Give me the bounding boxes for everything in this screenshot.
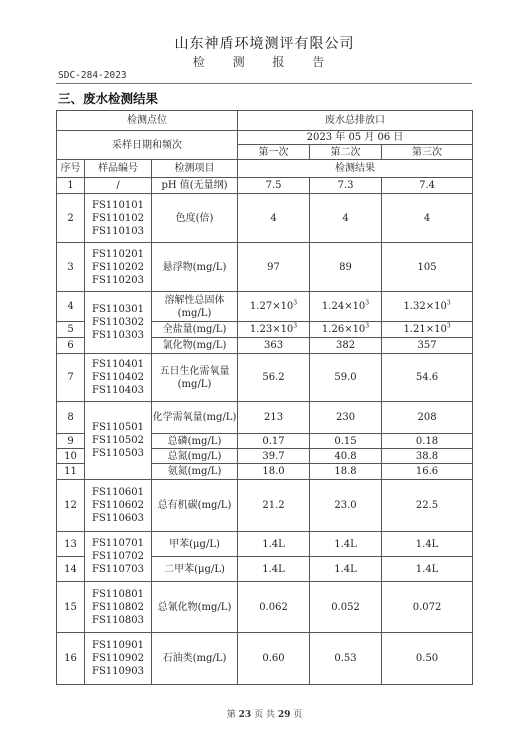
value-cell: 40.8 <box>310 449 382 464</box>
page-mid: 页 共 <box>254 710 275 720</box>
table-row <box>57 582 473 633</box>
value-cell: 0.062 <box>238 582 310 633</box>
sample-id: FS110302 <box>92 317 144 328</box>
value-cell: 4 <box>382 194 473 243</box>
sample-cell <box>85 354 152 402</box>
seq-cell: 5 <box>57 322 85 338</box>
value-exponent: 3 <box>293 299 298 307</box>
sample-cell: / <box>85 178 152 194</box>
sample-id: FS110702 <box>92 551 144 562</box>
header-cell: 第二次 <box>310 145 382 160</box>
value-cell: 0.17 <box>238 434 310 449</box>
value-mantissa: 1.26×10 <box>321 324 366 335</box>
value-cell: 23.0 <box>310 480 382 532</box>
sample-cell <box>85 194 152 243</box>
sample-id: FS110102 <box>92 212 144 224</box>
header-cell: 检测项目 <box>152 160 238 178</box>
value-cell: 16.6 <box>382 464 473 480</box>
table-row <box>57 160 473 178</box>
item-cell: 甲苯(μg/L) <box>152 532 238 557</box>
sample-id: FS110301 <box>92 304 144 315</box>
value-exponent: 3 <box>446 299 451 307</box>
value-cell: 0.15 <box>310 434 382 449</box>
header-cell: 第三次 <box>382 145 473 160</box>
value-cell <box>382 322 473 338</box>
table-row <box>57 178 473 194</box>
sample-id: FS110803 <box>92 614 144 626</box>
value-cell: 1.4L <box>310 532 382 557</box>
header-cell: 废水总排放口 <box>238 111 473 131</box>
table-row <box>57 292 473 322</box>
value-mantissa: 1.24×10 <box>321 301 366 312</box>
sample-id: FS110601 <box>92 487 144 498</box>
value-cell: 7.4 <box>382 178 473 194</box>
sample-id: FS110103 <box>92 225 144 237</box>
seq-cell: 2 <box>57 194 85 243</box>
value-cell: 7.5 <box>238 178 310 194</box>
value-cell: 18.8 <box>310 464 382 480</box>
sample-id: FS110503 <box>92 448 144 459</box>
seq-cell: 7 <box>57 354 85 402</box>
value-cell: 0.072 <box>382 582 473 633</box>
sample-id: FS110801 <box>92 588 144 600</box>
value-exponent: 3 <box>365 322 370 330</box>
value-cell: 22.5 <box>382 480 473 532</box>
table-row <box>57 354 473 402</box>
value-cell: 18.0 <box>238 464 310 480</box>
value-exponent: 3 <box>293 322 298 330</box>
header-cell: 序号 <box>57 160 85 178</box>
sample-id: FS110303 <box>92 330 144 341</box>
seq-cell: 8 <box>57 402 85 434</box>
sample-id: FS110603 <box>92 513 144 524</box>
value-exponent: 3 <box>446 322 451 330</box>
seq-cell: 12 <box>57 480 85 532</box>
document-number: SDC-284-2023 <box>58 70 127 81</box>
item-cell: 化学需氧量(mg/L) <box>152 402 238 434</box>
company-name: 山东神盾环境测评有限公司 <box>174 36 355 52</box>
header-cell: 采样日期和频次 <box>57 131 238 160</box>
value-cell: 208 <box>382 402 473 434</box>
item-cell: 氯化物(mg/L) <box>152 338 238 354</box>
value-cell: 21.2 <box>238 480 310 532</box>
sample-id: FS110802 <box>92 601 144 613</box>
header-cell: 样品编号 <box>85 160 152 178</box>
value-cell: 97 <box>238 243 310 292</box>
value-cell: 1.4L <box>238 557 310 582</box>
value-cell: 0.60 <box>238 633 310 685</box>
sample-id: FS110202 <box>92 261 144 273</box>
header-divider <box>56 83 472 84</box>
value-cell <box>310 322 382 338</box>
sample-id: FS110901 <box>92 640 144 651</box>
seq-cell: 1 <box>57 178 85 194</box>
value-cell <box>382 292 473 322</box>
value-cell: 0.18 <box>382 434 473 449</box>
item-cell: 悬浮物(mg/L) <box>152 243 238 292</box>
table-row <box>57 111 473 131</box>
sample-id: FS110501 <box>92 422 144 433</box>
value-mantissa: 1.21×10 <box>403 324 447 335</box>
seq-cell: 11 <box>57 464 85 480</box>
item-cell: 石油类(mg/L) <box>152 633 238 685</box>
value-cell: 39.7 <box>238 449 310 464</box>
value-cell: 213 <box>238 402 310 434</box>
value-cell: 0.53 <box>310 633 382 685</box>
page-number: 23 <box>238 710 252 720</box>
header-cell: 第一次 <box>238 145 310 160</box>
sample-cell <box>85 402 152 480</box>
value-cell <box>238 292 310 322</box>
item-cell: 总有机碳(mg/L) <box>152 480 238 532</box>
seq-cell: 4 <box>57 292 85 322</box>
sample-cell <box>85 582 152 633</box>
sample-cell <box>85 532 152 582</box>
table-row <box>57 194 473 243</box>
page-suffix: 页 <box>293 710 303 720</box>
value-cell: 363 <box>238 338 310 354</box>
value-cell: 38.8 <box>382 449 473 464</box>
sample-id: FS110403 <box>92 385 144 396</box>
wastewater-results-table <box>56 110 473 685</box>
header-cell: 2023 年 05 月 06 日 <box>238 131 473 145</box>
seq-cell: 14 <box>57 557 85 582</box>
value-mantissa: 1.32×10 <box>403 301 447 312</box>
value-cell: 230 <box>310 402 382 434</box>
sample-id: FS110701 <box>92 538 144 549</box>
item-cell: 五日生化需氧量(mg/L) <box>152 354 238 402</box>
seq-cell: 10 <box>57 449 85 464</box>
seq-cell: 9 <box>57 434 85 449</box>
page-prefix: 第 <box>226 710 236 720</box>
table-row <box>57 402 473 434</box>
item-cell: 总氰化物(mg/L) <box>152 582 238 633</box>
table-row <box>57 532 473 557</box>
value-mantissa: 1.27×10 <box>249 301 294 312</box>
seq-cell: 6 <box>57 338 85 354</box>
header-cell: 检测结果 <box>238 160 473 178</box>
page-total: 29 <box>277 710 291 720</box>
value-cell: 4 <box>238 194 310 243</box>
sample-cell <box>85 292 152 354</box>
value-cell: 1.4L <box>382 532 473 557</box>
value-cell: 89 <box>310 243 382 292</box>
item-cell: 色度(倍) <box>152 194 238 243</box>
sample-id: FS110101 <box>92 199 144 211</box>
header-cell: 检测点位 <box>57 111 238 131</box>
sample-id: FS110703 <box>92 564 144 575</box>
item-cell: 全盐量(mg/L) <box>152 322 238 338</box>
sample-id: FS110402 <box>92 372 144 383</box>
item-cell: 总磷(mg/L) <box>152 434 238 449</box>
value-cell: 59.0 <box>310 354 382 402</box>
sample-id: FS110201 <box>92 248 144 260</box>
table-row <box>57 480 473 532</box>
value-cell: 105 <box>382 243 473 292</box>
sample-id: FS110401 <box>92 359 144 370</box>
value-cell: 357 <box>382 338 473 354</box>
value-cell: 54.6 <box>382 354 473 402</box>
sample-id: FS110502 <box>92 435 144 446</box>
sample-cell <box>85 243 152 292</box>
seq-cell: 3 <box>57 243 85 292</box>
sample-id: FS110203 <box>92 274 144 286</box>
seq-cell: 15 <box>57 582 85 633</box>
sample-id: FS110602 <box>92 500 144 511</box>
seq-cell: 13 <box>57 532 85 557</box>
table-row <box>57 243 473 292</box>
seq-cell: 16 <box>57 633 85 685</box>
value-cell <box>310 292 382 322</box>
value-mantissa: 1.23×10 <box>249 324 294 335</box>
page-footer <box>0 707 529 720</box>
sample-id: FS110902 <box>92 653 144 664</box>
value-cell: 1.4L <box>310 557 382 582</box>
value-cell: 382 <box>310 338 382 354</box>
item-cell: 氨氮(mg/L) <box>152 464 238 480</box>
sample-id: FS110903 <box>92 666 144 677</box>
table-row <box>57 633 473 685</box>
value-cell: 7.3 <box>310 178 382 194</box>
item-cell: 总氮(mg/L) <box>152 449 238 464</box>
sample-cell <box>85 480 152 532</box>
item-cell: 二甲苯(μg/L) <box>152 557 238 582</box>
value-cell: 56.2 <box>238 354 310 402</box>
section-title: 三、废水检测结果 <box>58 91 159 106</box>
value-cell: 0.052 <box>310 582 382 633</box>
report-title: 检 测 报 告 <box>192 55 337 69</box>
value-cell: 1.4L <box>238 532 310 557</box>
sample-cell <box>85 633 152 685</box>
value-cell: 1.4L <box>382 557 473 582</box>
value-cell <box>238 322 310 338</box>
item-cell: pH 值(无量纲) <box>152 178 238 194</box>
value-cell: 0.50 <box>382 633 473 685</box>
item-cell: 溶解性总固体(mg/L) <box>152 292 238 322</box>
value-exponent: 3 <box>365 299 370 307</box>
value-cell: 4 <box>310 194 382 243</box>
table-row <box>57 131 473 145</box>
